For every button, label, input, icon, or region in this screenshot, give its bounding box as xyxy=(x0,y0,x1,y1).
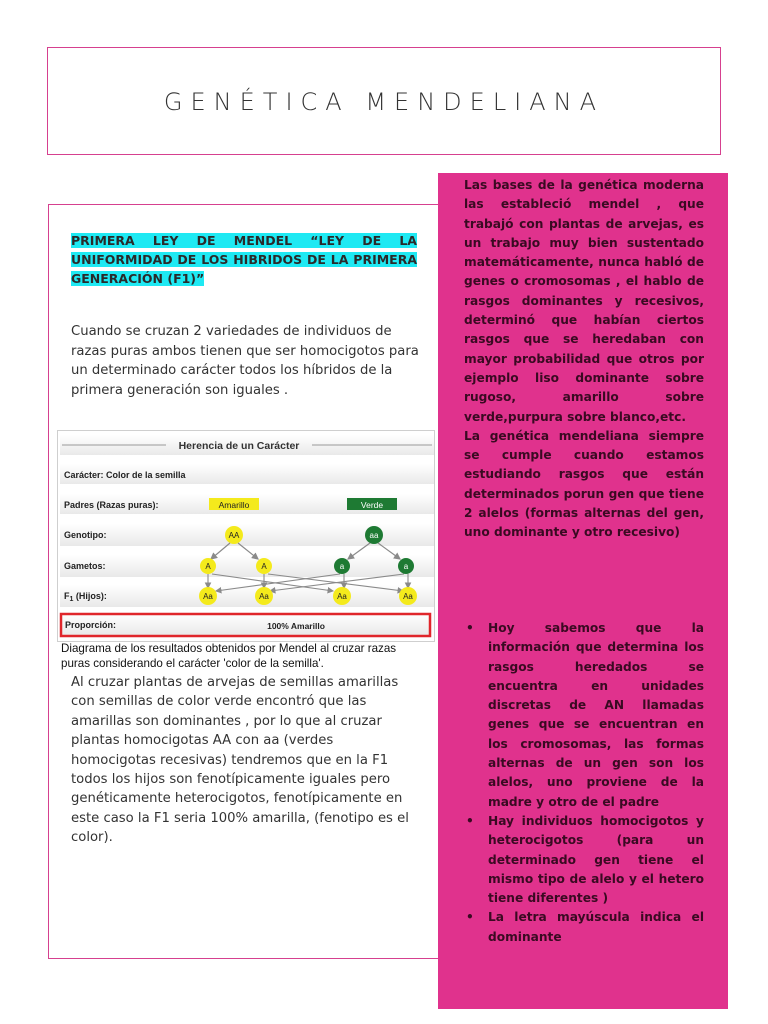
gamete-A-2-text: A xyxy=(261,562,267,571)
diagram-caption: Diagrama de los resultados obtenidos por Mendel al cruzar razas puras considerando el carácter 'color de la semilla'. xyxy=(61,642,397,670)
f1-child-4-text: Aa xyxy=(403,592,413,601)
parent-green-label: Verde xyxy=(360,500,384,510)
gametes-row xyxy=(60,555,434,577)
parents-label: Padres (Razas puras): xyxy=(64,500,159,510)
bullet-item-text: • La letra mayúscula indica el dominante xyxy=(488,910,704,944)
f1-label: $F_1$ (Hijos): xyxy=(64,591,107,603)
law-paragraph: Cuando se cruzan 2 variedades de individuos de razas puras ambos tienen que ser homocigotos para un determinado carácter todos los híbridos de la primera generación son iguales . xyxy=(71,324,419,398)
f1-child-2-text: Aa xyxy=(259,592,269,601)
bullet-item xyxy=(488,812,704,908)
sidebar-bullet-list xyxy=(488,619,704,947)
character-label: Carácter: Color de la semilla xyxy=(64,470,186,480)
law-heading-text: PRIMERA LEY DE MENDEL “LEY DE LA UNIFORMIDAD DE LOS HIBRIDOS DE LA PRIMERA GENERACIÓN (F1)” xyxy=(71,233,417,286)
proportion-label: Proporción: xyxy=(65,620,116,630)
f1-child-3-text: Aa xyxy=(337,592,347,601)
page-title: GENÉTICA MENDELIANA xyxy=(163,88,605,116)
f1-child-1-text: Aa xyxy=(203,592,213,601)
gamete-a-2-text: a xyxy=(403,562,409,571)
inheritance-diagram xyxy=(57,430,435,642)
gamete-a-1-text: a xyxy=(339,562,345,571)
sidebar-paragraph-2: La genética mendeliana siempre se cumple cuando estamos estudiando rasgos que están determinados porun gen que tiene 2 alelos (formas alternas del gen, uno dominante y otro recesivo) xyxy=(464,428,704,540)
sidebar-paragraph-1: Las bases de la genética moderna las estableció mendel , que trabajó con plantas de arvejas, es un trabajo muy bien sustentado matemáticamente, nunca habló de genes o cromosomas , el hablo de rasgos dominantes y recesivos, determinó que habían ciertos rasgos que se heredaban con mayor probabilidad que otros por ejemplo liso dominante sobre rugoso, amarillo sobre verde,purpura sobre blanco,etc. xyxy=(464,178,704,424)
parent-yellow-label: Amarillo xyxy=(218,500,250,510)
diagram-heading: Herencia de un Carácter xyxy=(178,440,300,452)
bullet-item xyxy=(488,908,704,947)
bullet-item xyxy=(488,619,704,812)
genotype-yellow-text: AA xyxy=(228,531,240,540)
bullet-item-text: • Hay individuos homocigotos y heterocigotos (para un determinado gen tiene el mismo tipo de alelo y el hetero tiene diferentes ) xyxy=(488,813,704,906)
proportion-row xyxy=(61,614,430,636)
proportion-value: 100% Amarillo xyxy=(267,621,325,631)
gametes-label: Gametos: xyxy=(64,561,106,571)
genotype-label: Genotipo: xyxy=(64,530,107,540)
genotype-green-text: aa xyxy=(369,531,379,540)
explanation-paragraph: Al cruzar plantas de arvejas de semillas amarillas con semillas de color verde encontró que las amarillas son dominantes , por lo que al cruzar plantas homocigotas AA con aa (verdes homocigotas recesivas) tendremos que en la F1 todos los hijos son fenotípicamente iguales pero genéticamente heterocigotos, fenotípicamente en este caso la F1 seria 100% amarilla, (fenotipo es el color). xyxy=(71,675,409,846)
bullet-item-text: • Hoy sabemos que la información que determina los rasgos heredados se encuentra en unidades discretas de AN llamadas genes que se encuentran en los cromosomas, las formas alternas de un gen son los alelos, uno proviene de la madre y otro de el padre xyxy=(488,621,704,809)
title-box xyxy=(47,47,721,155)
law-heading xyxy=(71,231,417,288)
sidebar-text xyxy=(464,176,704,543)
gamete-A-1-text: A xyxy=(205,562,211,571)
inheritance-diagram-svg xyxy=(58,431,436,643)
